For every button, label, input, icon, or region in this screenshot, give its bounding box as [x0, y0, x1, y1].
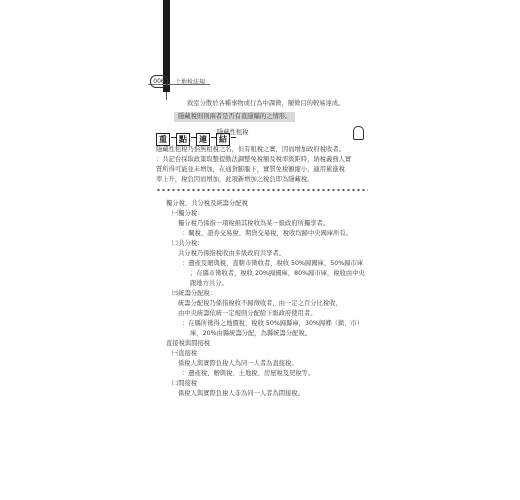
lightbulb-icon [353, 126, 364, 140]
list-line: 係稅人與實際負稅人非為同一人者為間接稅。 [178, 390, 304, 397]
list-line: ㈠獨分稅： [172, 210, 204, 217]
list-line: 獨分稅乃係指一項稅捐其稅收為某一級政府所獨享者。 [178, 220, 330, 227]
paragraph-line: ：共記台採取政策取整提勤法調整免稅額及稅率級距時，納稅義務人實 [156, 156, 352, 163]
list-line: 獨分稅、共分稅及統籌分配稅 [166, 200, 248, 207]
topic-char: 結 [216, 133, 230, 146]
book-title: 土地稅法規 [175, 79, 206, 86]
list-line: 庫，20%由縣統籌分配，為縣統籌分配稅。 [190, 330, 312, 337]
list-line: 由中央統籌依統一定規則分配給下級政府使用者。 [178, 310, 317, 317]
list-line: 統籌分配稅乃係指稅收不歸徵收者，由一定之百分比稅收， [178, 300, 342, 307]
list-line: ㈡共分稅： [172, 240, 204, 247]
list-line: 係稅人與實際負稅人為同一人者為直接稅。 [178, 360, 298, 367]
list-line: 直接稅與間接稅 [166, 340, 211, 347]
paragraph-line: 率上升，稅負因而增加，此項新增加之稅負即為隱藏稅。 [156, 176, 314, 183]
paragraph-line: 隱藏性租稅乃指無租稅之名，但有租稅之實，因而增加政府稅收者。 [156, 146, 345, 153]
topic-char: 重 [156, 133, 170, 146]
list-line: ：遺產稅、贈與稅、土地稅、房屋稅及契稅等。 [182, 370, 315, 377]
list-line: ；在縣市徵收者，稅收 20%歸國庫，80%歸市庫，稅收由中央 [190, 270, 365, 277]
list-line: ㈢統籌分配稅： [172, 290, 217, 297]
highlighted-note: 隱藏稅則則兩者是否有直隱瞞的之情形。 [174, 112, 295, 122]
prev-text-line: 致室分散於各種事物或行為中課徵，額徵目的較易達成。 [187, 100, 345, 107]
spine-thin-line [166, 92, 167, 100]
list-line: ：關稅、證券交易稅、期貨交易稅，稅收均歸中央國庫所有。 [182, 230, 353, 237]
topic-subtitle: 隱藏性租稅 [217, 129, 249, 136]
page-number: 006 [150, 75, 168, 88]
dotted-separator [156, 188, 368, 192]
list-line: ：遺產及贈與稅，直轄市徵收者，稅收 50%歸國庫，50%歸市庫 [182, 260, 364, 267]
topic-dash [231, 137, 236, 138]
list-line: ㈡間接稅 [172, 380, 198, 387]
list-line: 共分稅乃係指稅收由多級政府共享者。 [178, 250, 286, 257]
list-line: 跟地方共分。 [190, 280, 228, 287]
topic-char: 點 [176, 133, 190, 146]
paragraph-line: 質所得可能並未增加，在通貨膨脹下，實質免稅額縮小，適用累進稅 [156, 166, 345, 173]
list-line: ：在縣所徵得之地價稅，稅收 50%歸縣庫，30%歸鄉（鎮、市） [182, 320, 364, 327]
topic-char: 連 [196, 133, 210, 146]
list-line: ㈠直接稅 [172, 350, 198, 357]
